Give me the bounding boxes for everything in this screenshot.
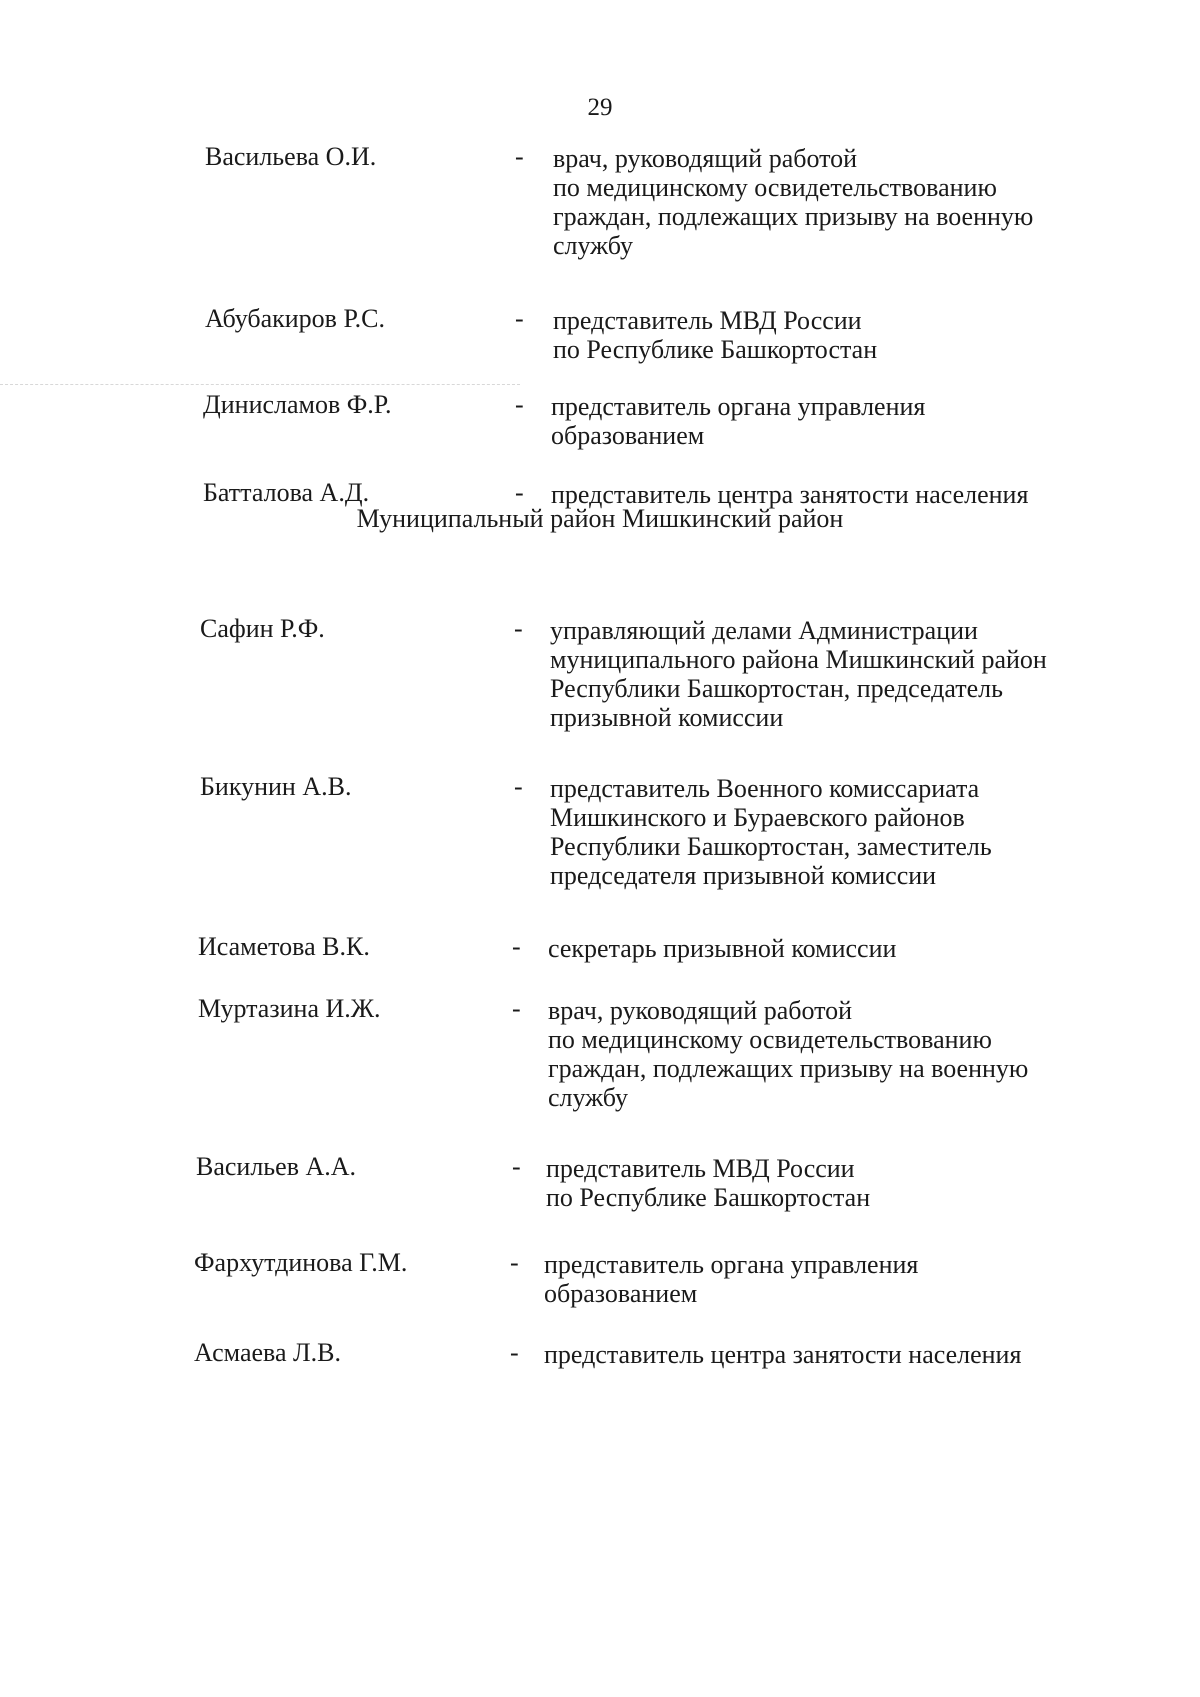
member-dash: - bbox=[510, 1338, 519, 1367]
member-role: управляющий делами Администрации муниципального района Мишкинский район Республики Башкортостан, председатель призывной комиссии bbox=[550, 616, 1047, 732]
member-dash: - bbox=[512, 994, 521, 1023]
member-role: представитель Военного комиссариата Мишкинского и Бураевского районов Республики Башкортостан, заместитель председателя призывной комиссии bbox=[550, 774, 992, 890]
member-role: представитель МВД России по Республике Башкортостан bbox=[553, 306, 878, 364]
scan-artifact-line bbox=[0, 384, 520, 385]
member-name: Исаметова В.К. bbox=[198, 932, 370, 961]
member-dash: - bbox=[515, 390, 524, 419]
section-title: Муниципальный район Мишкинский район bbox=[356, 504, 844, 533]
member-dash: - bbox=[515, 142, 524, 171]
member-role: представитель центра занятости населения bbox=[551, 480, 1029, 509]
member-role: представитель МВД России по Республике Башкортостан bbox=[546, 1154, 871, 1212]
member-dash: - bbox=[515, 478, 524, 507]
member-name: Бикунин А.В. bbox=[200, 772, 352, 801]
member-dash: - bbox=[515, 304, 524, 333]
member-dash: - bbox=[514, 772, 523, 801]
member-name: Васильев А.А. bbox=[196, 1152, 357, 1181]
member-role: врач, руководящий работой по медицинскому освидетельствованию граждан, подлежащих призыву на военную службу bbox=[553, 144, 1034, 260]
member-name: Сафин Р.Ф. bbox=[200, 614, 325, 643]
member-name: Батталова А.Д. bbox=[203, 478, 370, 507]
member-role: представитель центра занятости населения bbox=[544, 1340, 1022, 1369]
member-name: Фархутдинова Г.М. bbox=[194, 1248, 408, 1277]
member-dash: - bbox=[510, 1248, 519, 1277]
member-role: представитель органа управления образованием bbox=[544, 1250, 919, 1308]
member-role: представитель органа управления образованием bbox=[551, 392, 926, 450]
member-name: Абубакиров Р.С. bbox=[205, 304, 385, 333]
page-number: 29 bbox=[587, 94, 613, 121]
member-name: Динисламов Ф.Р. bbox=[203, 390, 392, 419]
member-dash: - bbox=[514, 614, 523, 643]
member-role: врач, руководящий работой по медицинскому освидетельствованию граждан, подлежащих призыву на военную службу bbox=[548, 996, 1029, 1112]
member-name: Васильева О.И. bbox=[205, 142, 377, 171]
member-dash: - bbox=[512, 1152, 521, 1181]
member-name: Асмаева Л.В. bbox=[194, 1338, 341, 1367]
member-name: Муртазина И.Ж. bbox=[198, 994, 381, 1023]
member-role: секретарь призывной комиссии bbox=[548, 934, 897, 963]
member-dash: - bbox=[512, 932, 521, 961]
